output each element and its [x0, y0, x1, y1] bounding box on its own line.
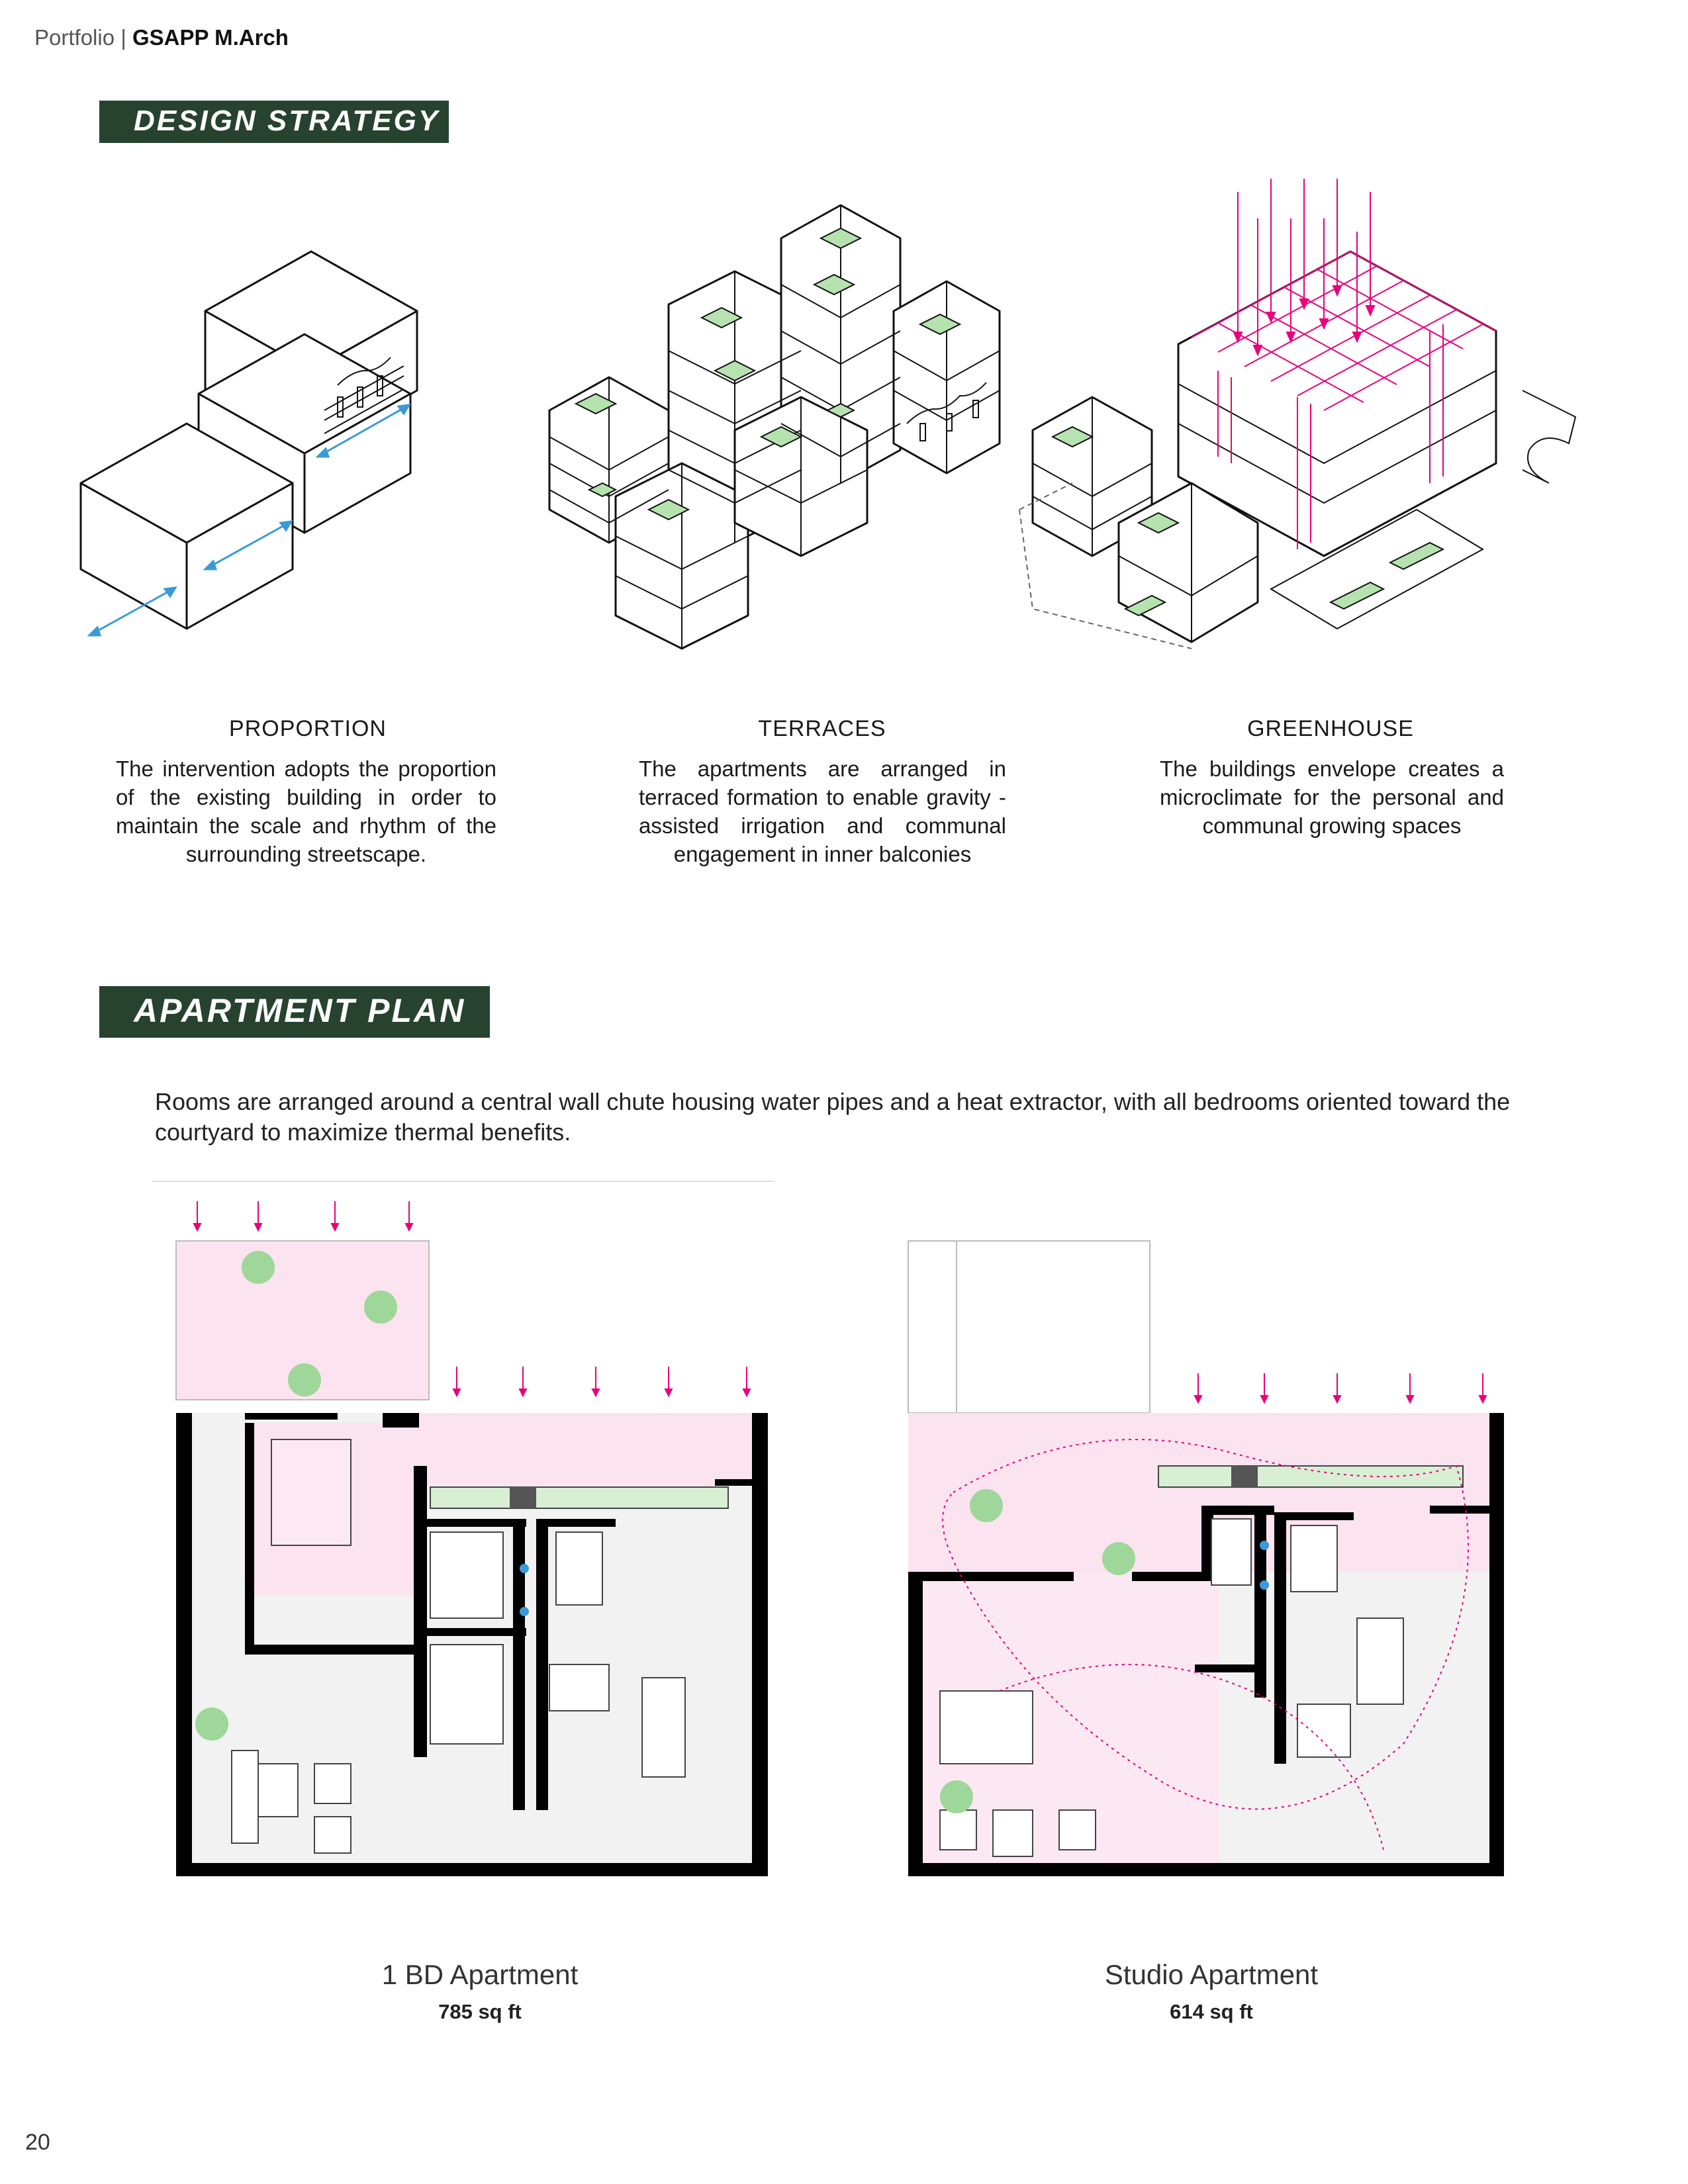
design-strategy-banner: DESIGN STRATEGY: [99, 101, 449, 143]
studio-plan: [900, 1228, 1536, 1929]
greenhouse-diagram: [1019, 179, 1602, 655]
strategy-title-greenhouse: GREENHOUSE: [1247, 716, 1414, 741]
apartment-plan-banner: APARTMENT PLAN: [99, 986, 490, 1038]
strategy-title-terraces: TERRACES: [758, 716, 886, 741]
plan-name-studio: Studio Apartment: [1104, 1959, 1319, 1990]
plan-area-1bd: 785 sq ft: [438, 2000, 522, 2023]
apartment-plan-intro: Rooms are arranged around a central wall chute housing water pipes and a heat extractor, with all bedrooms oriented toward the courtyard to maximize thermal benefits.: [155, 1088, 1511, 1146]
one-bedroom-plan: [152, 1181, 788, 1923]
strategy-text-greenhouse: The buildings envelope creates a microclimate for the personal and communal growing spaces: [1160, 756, 1504, 838]
page-header: [34, 25, 289, 50]
proportion-diagram: [73, 238, 549, 649]
header-prefix: Portfolio |: [34, 25, 126, 50]
plan-name-1bd: 1 BD Apartment: [381, 1959, 579, 1990]
strategy-title-proportion: PROPORTION: [229, 716, 387, 741]
header-program: GSAPP M.Arch: [132, 25, 289, 50]
page-number: 20: [25, 2130, 50, 2155]
terraces-diagram: [549, 179, 1026, 655]
strategy-text-proportion: The intervention adopts the proportion of the existing building in order to maintain the scale and rhythm of the surrounding streetscape.: [116, 756, 496, 866]
plan-area-studio: 614 sq ft: [1170, 2000, 1253, 2023]
strategy-text-terraces: The apartments are arranged in terraced formation to enable gravity -assisted irrigation and communal engagement in inner balconies: [639, 756, 1006, 866]
